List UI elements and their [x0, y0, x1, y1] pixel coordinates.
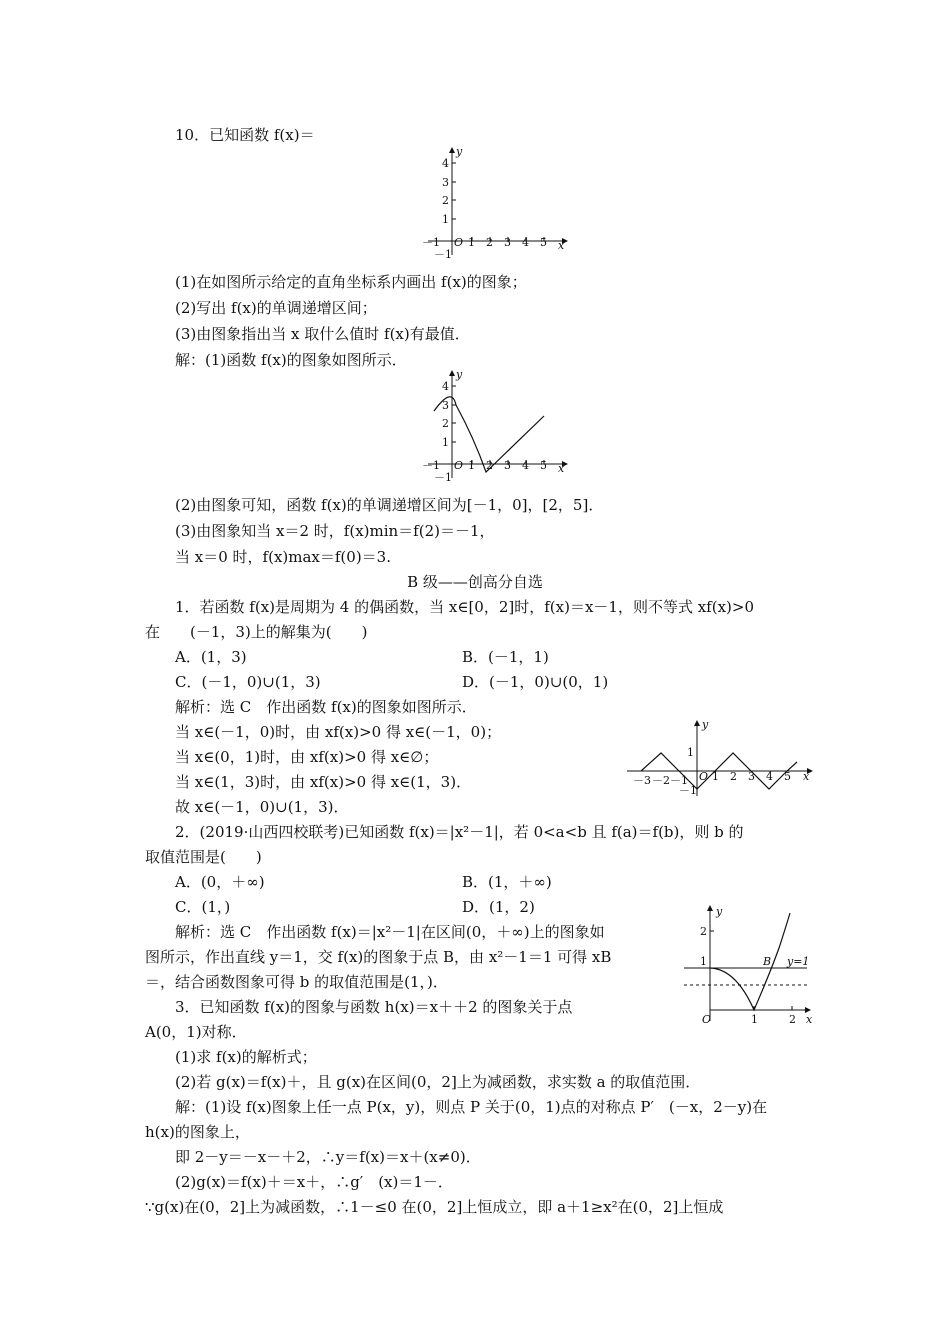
text-line: h(x)的图象上， — [145, 1123, 250, 1141]
tick-label: 2 — [700, 925, 707, 938]
point-b-label: B — [763, 955, 772, 968]
problem-10-title: 10．已知函数 f(x)＝ — [175, 126, 315, 144]
tick-label: －3 — [633, 774, 651, 787]
x-axis-label: x — [803, 770, 810, 783]
x-axis-label: x — [806, 1013, 813, 1025]
tick-label: 2 — [486, 459, 493, 472]
tick-label: 1 — [751, 1013, 758, 1025]
tick-label: 4 — [442, 157, 449, 170]
text-line: 当 x∈(0，1)时，由 xf(x)>0 得 x∈∅； — [175, 748, 439, 766]
y-axis-label: y — [702, 718, 709, 731]
text-line: ＝，结合函数图象可得 b 的取值范围是(1，)． — [145, 973, 448, 991]
tick-label: －1 — [670, 774, 688, 787]
figure-blank-axes — [420, 145, 570, 260]
text-line: 图所示，作出直线 y＝1，交 f(x)的图象于点 B，由 x²－1＝1 可得 xB — [145, 948, 612, 966]
origin-label: O — [702, 1013, 712, 1025]
text-line: (1)求 f(x)的解析式； — [175, 1048, 317, 1066]
tick-label: 2 — [486, 236, 493, 249]
y-axis-label: y — [716, 905, 723, 918]
option-d: D．(1，2) — [462, 898, 535, 916]
origin-label: O — [454, 236, 464, 249]
text-line: 3．已知函数 f(x)的图象与函数 h(x)＝x＋＋2 的图象关于点 — [175, 998, 573, 1016]
text-line: (2)若 g(x)＝f(x)＋，且 g(x)在区间(0，2]上为减函数，求实数 a 的取值范围． — [175, 1073, 701, 1091]
text-line: 2．(2019·山西四校联考)已知函数 f(x)＝|x²－1|，若 0<a<b 且 f(a)＝f(b)，则 b 的 — [175, 823, 744, 841]
tick-label: 1 — [442, 436, 449, 449]
text-line: 在 (－1，3)上的解集为( ) — [145, 623, 368, 641]
text-line: 解析：选 C 作出函数 f(x)的图象如图所示． — [175, 698, 477, 716]
text-line: 当 x∈(1，3)时，由 xf(x)>0 得 x∈(1，3)． — [175, 773, 472, 791]
option-a: A．(1，3) — [175, 648, 247, 666]
tick-label: 3 — [442, 176, 449, 189]
tick-label: 5 — [540, 459, 547, 472]
y-axis-label: y — [456, 368, 463, 381]
option-a: A．(0，＋∞) — [175, 873, 265, 891]
tick-label: 1 — [468, 459, 475, 472]
tick-label: －1 — [422, 459, 440, 472]
text-line: (1)在如图所示给定的直角坐标系内画出 f(x)的图象； — [175, 273, 527, 291]
tick-label: 3 — [748, 770, 755, 783]
section-heading: B 级——创高分自选 — [407, 573, 543, 591]
text-line: 故 x∈(－1，0)∪(1，3)． — [175, 798, 349, 816]
tick-label: 4 — [522, 459, 529, 472]
figure-function-graph — [420, 368, 570, 483]
tick-label: 4 — [766, 770, 773, 783]
option-b: B．(1，＋∞) — [462, 873, 552, 891]
tick-label: 3 — [504, 459, 511, 472]
text-line: 1．若函数 f(x)是周期为 4 的偶函数，当 x∈[0，2]时，f(x)＝x－1，则不等式 xf(x)>0 — [175, 598, 755, 616]
text-line: 解：(1)函数 f(x)的图象如图所示． — [175, 351, 407, 369]
origin-label: O — [454, 459, 464, 472]
text-line: 取值范围是( ) — [145, 848, 262, 866]
x-axis-label: x — [558, 462, 565, 475]
text-line: A(0，1)对称． — [145, 1023, 247, 1041]
tick-label: 1 — [700, 955, 707, 968]
text-line: ∵g(x)在(0，2]上为减函数，∴1－≤0 在(0，2]上恒成立，即 a＋1≥x²在(0，2]上恒成 — [145, 1198, 724, 1216]
figure-periodic-graph — [625, 718, 815, 798]
origin-label: O — [699, 770, 709, 783]
text-line: (3)由图象指出当 x 取什么值时 f(x)有最值． — [175, 325, 470, 343]
tick-label: 1 — [712, 770, 719, 783]
y-axis-label: y — [456, 145, 463, 158]
tick-label: 2 — [730, 770, 737, 783]
tick-label: 4 — [522, 236, 529, 249]
tick-label: 3 — [442, 399, 449, 412]
tick-label: －1 — [434, 471, 452, 483]
x-axis-label: x — [558, 239, 565, 252]
figure-abs-graph — [680, 903, 815, 1025]
text-line: 解析：选 C 作出函数 f(x)＝|x²－1|在区间(0，＋∞)上的图象如 — [175, 923, 605, 941]
option-b: B．(－1，1) — [462, 648, 549, 666]
tick-label: 1 — [687, 746, 694, 759]
text-line: 解：(1)设 f(x)图象上任一点 P(x，y)，则点 P 关于(0，1)点的对称点 P′ (－x，2－y)在 — [175, 1098, 768, 1116]
line-label: y=1 — [787, 955, 810, 968]
text-line: 当 x＝0 时，f(x)max＝f(0)＝3. — [175, 548, 391, 566]
tick-label: 5 — [784, 770, 791, 783]
tick-label: 2 — [442, 194, 449, 207]
text-line: (2)g(x)＝f(x)＋＝x＋，∴g′ (x)＝1－． — [175, 1173, 453, 1191]
tick-label: 1 — [442, 213, 449, 226]
tick-label: 2 — [789, 1013, 796, 1025]
option-c: C．(1，) — [175, 898, 231, 916]
tick-label: －1 — [422, 236, 440, 249]
function-curve — [710, 913, 790, 1010]
option-d: D．(－1，0)∪(0，1) — [462, 673, 609, 691]
tick-label: 4 — [442, 380, 449, 393]
tick-label: 5 — [540, 236, 547, 249]
tick-label: 1 — [468, 236, 475, 249]
text-line: (2)写出 f(x)的单调递增区间； — [175, 299, 377, 317]
tick-label: 2 — [442, 417, 449, 430]
text-line: (2)由图象可知，函数 f(x)的单调递增区间为[－1，0]，[2，5]． — [175, 496, 604, 514]
text-line: (3)由图象知当 x＝2 时，f(x)min＝f(2)＝－1， — [175, 522, 495, 540]
option-c: C．(－1，0)∪(1，3) — [175, 673, 321, 691]
tick-label: －1 — [434, 248, 452, 260]
text-line: 当 x∈(－1，0)时，由 xf(x)>0 得 x∈(－1，0)； — [175, 723, 502, 741]
tick-label: 3 — [504, 236, 511, 249]
tick-label: －2 — [652, 774, 670, 787]
tick-label: －1 — [679, 784, 697, 797]
text-line: 即 2－y＝－x－＋2，∴y＝f(x)＝x＋(x≠0)． — [175, 1148, 481, 1166]
